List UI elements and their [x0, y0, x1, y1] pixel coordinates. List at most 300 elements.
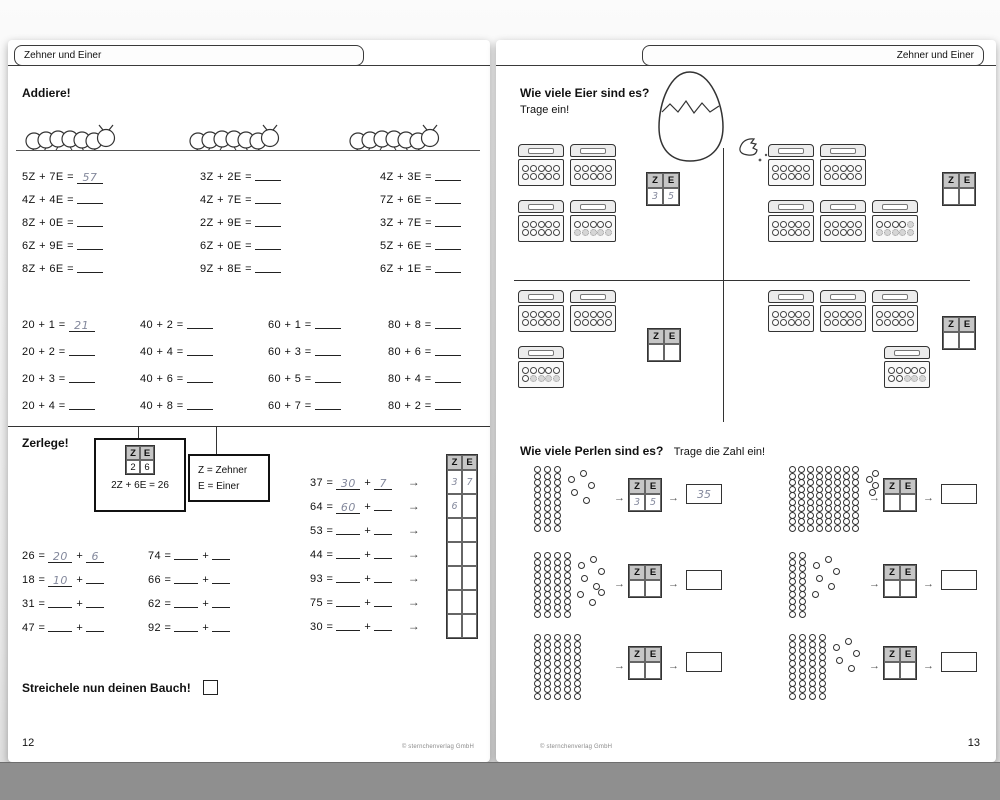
ze-header-cell: E — [663, 173, 679, 188]
egg-icon — [553, 319, 560, 326]
bead-icon — [819, 686, 826, 693]
zerlege-table-host — [446, 454, 478, 643]
caterpillar-icon — [24, 124, 116, 151]
egg-icon — [590, 221, 597, 228]
egg-icon — [888, 367, 895, 374]
ze-table-host — [647, 328, 681, 366]
egg-icon — [538, 229, 545, 236]
egg-icon — [832, 173, 839, 180]
problem-text: 40 + 2 = — [140, 319, 184, 331]
bead-chains — [789, 634, 826, 699]
bead-icon — [834, 525, 841, 532]
problem-text: 6Z + 0E = — [200, 240, 252, 252]
bead-icon — [554, 660, 561, 667]
egg-icon — [884, 311, 891, 318]
ze-value-row — [647, 188, 679, 205]
bead-chain-icon — [554, 466, 561, 531]
answer-blank — [174, 571, 198, 584]
bead-icon — [574, 686, 581, 693]
bead-icon — [564, 552, 571, 559]
egg-carton-lid — [518, 144, 564, 157]
bead-icon — [554, 647, 561, 654]
ze-table — [125, 445, 155, 475]
egg-icon — [824, 319, 831, 326]
egg-carton-label — [528, 350, 554, 356]
ze-header-row — [648, 329, 680, 344]
egg-icon — [899, 221, 906, 228]
math-problem — [268, 366, 341, 393]
bead-icon — [789, 492, 796, 499]
decompose-problem — [22, 592, 104, 616]
bead-icon — [852, 492, 859, 499]
arrow-icon — [668, 488, 679, 506]
bead-icon — [809, 686, 816, 693]
math-problem — [140, 393, 213, 420]
bead-icon — [544, 466, 551, 473]
ze-value-cell — [462, 518, 477, 542]
problem-text: 40 + 6 = — [140, 373, 184, 385]
decompose-problem — [310, 518, 420, 542]
problem-number: 75 = — [310, 597, 334, 609]
bead-icon — [564, 565, 571, 572]
ze-value-row — [884, 580, 916, 597]
egg-carton-lid — [768, 200, 814, 213]
bead-chains — [789, 552, 806, 617]
bead-icon — [544, 578, 551, 585]
problem-number: 44 = — [310, 549, 334, 561]
answer-blank — [336, 618, 360, 631]
ze-header-cell: Z — [447, 455, 462, 470]
empty-cup-icon — [884, 229, 891, 236]
problem-text: 20 + 1 = — [22, 319, 66, 331]
ze-header-cell: E — [900, 565, 916, 580]
egg-icon — [530, 319, 537, 326]
egg-icon — [803, 221, 810, 228]
addition-column-3 — [380, 166, 461, 281]
math-problem — [380, 212, 461, 235]
egg-icon — [907, 311, 914, 318]
ze-value-cell — [943, 188, 959, 205]
egg-icon — [772, 311, 779, 318]
bead-icon — [789, 518, 796, 525]
egg-carton-row — [518, 346, 668, 388]
bead-icon — [798, 492, 805, 499]
ze-header-row — [884, 565, 916, 580]
ze-header-cell: E — [462, 455, 477, 470]
ze-table — [942, 316, 976, 350]
answer-blank — [212, 619, 230, 632]
ze-value-row — [447, 614, 477, 638]
ze-header-cell: E — [900, 479, 916, 494]
bead-icon — [789, 686, 796, 693]
bead-chain-icon — [809, 634, 816, 699]
bead-icon — [799, 686, 806, 693]
problem-text: 80 + 8 = — [388, 319, 432, 331]
bead-chain-icon — [799, 552, 806, 617]
bead-icon — [809, 673, 816, 680]
egg-icon — [522, 165, 529, 172]
problem-number: 93 = — [310, 573, 334, 585]
bead-chain-icon — [852, 466, 859, 531]
egg-icon — [553, 367, 560, 374]
egg-icon — [884, 221, 891, 228]
page-number-left: 12 — [22, 737, 35, 749]
bead-icon — [836, 657, 843, 664]
bead-icon — [534, 552, 541, 559]
answer-blank — [187, 316, 213, 329]
math-problem — [22, 189, 103, 212]
bead-icon — [819, 647, 826, 654]
plus-sign: + — [76, 622, 84, 634]
bead-icon — [534, 660, 541, 667]
math-problem — [388, 366, 461, 393]
egg-icon — [788, 229, 795, 236]
ze-table — [883, 646, 917, 680]
egg-tray — [820, 215, 866, 242]
bead-icon — [819, 634, 826, 641]
egg-icon — [574, 165, 581, 172]
egg-carton — [884, 346, 930, 388]
egg-tray — [518, 215, 564, 242]
decompose-problem — [310, 566, 420, 590]
bead-group — [789, 632, 989, 712]
problem-text: 9Z + 8E = — [200, 263, 252, 275]
bead-icon — [544, 591, 551, 598]
arrow-icon — [869, 488, 880, 506]
egg-icon — [855, 165, 862, 172]
bead-icon — [809, 660, 816, 667]
left-page-tab — [14, 45, 364, 66]
egg-icon — [772, 165, 779, 172]
egg-carton — [570, 144, 616, 186]
bead-icon — [564, 673, 571, 680]
egg-icon — [855, 311, 862, 318]
egg-icon — [597, 311, 604, 318]
bead-icon — [564, 693, 571, 700]
bead-icon — [554, 552, 561, 559]
problem-text: 80 + 4 = — [388, 373, 432, 385]
bead-icon — [554, 479, 561, 486]
bead-group — [789, 550, 989, 630]
ze-value-cell — [648, 344, 664, 361]
egg-tray — [518, 305, 564, 332]
math-problem — [268, 339, 341, 366]
egg-carton-lid — [820, 200, 866, 213]
bead-icon — [588, 482, 595, 489]
ze-table-host — [942, 316, 976, 354]
bead-icon — [852, 505, 859, 512]
streichele-row — [22, 680, 218, 695]
math-problem — [22, 393, 95, 420]
bead-icon — [799, 552, 806, 559]
answer-blank: 20 — [48, 550, 72, 563]
egg-icon — [605, 173, 612, 180]
egg-icon — [590, 319, 597, 326]
egg-icon — [582, 311, 589, 318]
math-problem — [22, 312, 95, 339]
bead-icon — [807, 525, 814, 532]
problem-number: 53 = — [310, 525, 334, 537]
egg-icon — [780, 319, 787, 326]
ze-value-cell — [900, 662, 916, 679]
egg-icon — [538, 221, 545, 228]
bead-icon — [843, 492, 850, 499]
ze-value-cell: 7 — [462, 470, 477, 494]
bead-chain-icon — [554, 552, 561, 617]
bead-icon — [816, 518, 823, 525]
ze-header-cell: Z — [629, 479, 645, 494]
answer-blank — [77, 214, 103, 227]
plus-sign: + — [364, 597, 372, 609]
ze-value-row — [648, 344, 680, 361]
egg-carton — [518, 200, 564, 242]
egg-icon — [605, 319, 612, 326]
bead-chain-icon — [799, 634, 806, 699]
ze-value-cell — [943, 332, 959, 349]
egg-carton-lid — [820, 290, 866, 303]
publisher-footer-left: © sternchenverlag GmbH — [401, 744, 474, 750]
bead-icon — [564, 611, 571, 618]
answer-blank — [435, 343, 461, 356]
decompose-problem — [310, 542, 420, 566]
problem-text: 3Z + 2E = — [200, 171, 252, 183]
decompose-problem — [148, 568, 230, 592]
bead-icon — [554, 634, 561, 641]
bead-icon — [554, 565, 561, 572]
ze-value-cell: 5 — [645, 494, 661, 511]
egg-icon — [582, 319, 589, 326]
egg-carton — [768, 290, 814, 332]
egg-carton-lid — [768, 290, 814, 303]
bead-icon — [843, 525, 850, 532]
ze-header-cell: Z — [884, 565, 900, 580]
caterpillar-baseline — [16, 150, 480, 151]
plus-sign: + — [76, 598, 84, 610]
number-column-1 — [22, 312, 95, 420]
bead-icon — [809, 647, 816, 654]
bead-icon — [554, 604, 561, 611]
ze-header-cell: Z — [884, 479, 900, 494]
bead-icon — [544, 492, 551, 499]
bead-icon — [554, 591, 561, 598]
ze-table — [628, 564, 662, 598]
egg-icon — [795, 221, 802, 228]
egg-icon — [803, 173, 810, 180]
ze-value-row — [884, 662, 916, 679]
ze-header-cell: Z — [629, 565, 645, 580]
egg-icon — [876, 319, 883, 326]
plus-sign: + — [364, 525, 372, 537]
math-problem — [22, 235, 103, 258]
ze-header-row — [629, 479, 661, 494]
egg-carton-label — [778, 294, 804, 300]
egg-icon — [919, 367, 926, 374]
math-problem — [200, 166, 281, 189]
answer-blank — [255, 168, 281, 181]
bead-icon — [825, 556, 832, 563]
bead-icon — [798, 525, 805, 532]
section-divider — [8, 426, 490, 427]
answer-blank — [212, 571, 230, 584]
egg-icon — [795, 319, 802, 326]
answer-blank — [48, 619, 72, 632]
answer-blank — [212, 595, 230, 608]
bead-icon — [564, 604, 571, 611]
egg-carton — [872, 200, 918, 242]
addiere-title: Addiere! — [22, 86, 71, 100]
bead-icon — [534, 466, 541, 473]
egg-icon — [832, 311, 839, 318]
ze-table — [628, 646, 662, 680]
egg-carton-label — [580, 294, 606, 300]
ze-header-row — [629, 647, 661, 662]
plus-sign: + — [202, 550, 210, 562]
problem-text: 6Z + 1E = — [380, 263, 432, 275]
bead-icon — [789, 591, 796, 598]
bead-icon — [564, 647, 571, 654]
answer-blank — [435, 237, 461, 250]
arrow-icon — [923, 488, 934, 506]
bead-icon — [798, 466, 805, 473]
bead-icon — [833, 644, 840, 651]
bead-icon — [534, 505, 541, 512]
bead-icon — [534, 479, 541, 486]
publisher-footer-right: © sternchenverlag GmbH — [540, 744, 613, 750]
number-column-3 — [268, 312, 341, 420]
math-problem — [200, 235, 281, 258]
bead-icon — [816, 525, 823, 532]
problem-text: 60 + 5 = — [268, 373, 312, 385]
answer-blank — [69, 397, 95, 410]
bead-icon — [789, 565, 796, 572]
bead-icon — [812, 591, 819, 598]
problem-number: 66 = — [148, 574, 172, 586]
egg-icon — [832, 229, 839, 236]
egg-icon — [788, 221, 795, 228]
egg-carton-lid — [872, 200, 918, 213]
math-problem — [200, 189, 281, 212]
ze-value-cell: 6 — [140, 460, 154, 474]
answer-blank — [255, 237, 281, 250]
egg-icon — [780, 221, 787, 228]
bead-icon — [799, 604, 806, 611]
egg-icon — [582, 165, 589, 172]
math-problem — [380, 166, 461, 189]
bead-icon — [534, 673, 541, 680]
egg-icon — [876, 311, 883, 318]
egg-icon — [892, 319, 899, 326]
egg-carton — [872, 290, 918, 332]
bead-icon — [834, 518, 841, 525]
egg-icon — [545, 173, 552, 180]
bead-icon — [852, 479, 859, 486]
bead-icon — [807, 518, 814, 525]
arrow-icon — [614, 656, 625, 674]
egg-icon — [904, 367, 911, 374]
answer-blank — [435, 214, 461, 227]
ze-table — [647, 328, 681, 362]
ze-header-row — [126, 446, 154, 460]
egg-carton-label — [528, 294, 554, 300]
bead-icon — [798, 479, 805, 486]
decompose-problem — [310, 614, 420, 638]
bead-icon — [799, 578, 806, 585]
bead-group — [534, 632, 734, 712]
egg-icon — [788, 173, 795, 180]
problem-number: 26 = — [22, 550, 46, 562]
egg-icon — [545, 165, 552, 172]
egg-carton-row — [768, 200, 928, 242]
egg-carton-lid — [820, 144, 866, 157]
bead-icon — [833, 568, 840, 575]
egg-icon — [847, 173, 854, 180]
egg-icon — [824, 173, 831, 180]
egg-tray — [570, 215, 616, 242]
math-problem — [22, 366, 95, 393]
answer-blank — [374, 522, 392, 535]
ze-value-cell — [447, 518, 462, 542]
ze-value-row — [943, 332, 975, 349]
problem-text: 5Z + 6E = — [380, 240, 432, 252]
bead-chain-icon — [789, 552, 796, 617]
ze-header-cell: E — [959, 173, 975, 188]
egg-icon — [899, 311, 906, 318]
bead-icon — [799, 611, 806, 618]
connector-line — [138, 426, 139, 438]
bead-chain-icon — [564, 634, 571, 699]
ze-value-row — [943, 188, 975, 205]
egg-carton-row — [518, 200, 668, 242]
empty-cup-icon — [904, 375, 911, 382]
ze-value-cell — [462, 614, 477, 638]
math-problem — [388, 393, 461, 420]
ze-header-row — [884, 647, 916, 662]
bead-icon — [852, 466, 859, 473]
egg-icon — [824, 229, 831, 236]
empty-cup-icon — [597, 229, 604, 236]
zerlege-title: Zerlege! — [22, 436, 69, 450]
decompose-problem — [22, 616, 104, 640]
problem-text: 5Z + 7E = — [22, 171, 74, 183]
decompose-problem — [148, 592, 230, 616]
bead-icon — [574, 673, 581, 680]
zerlege-example-box — [94, 438, 186, 512]
bead-icon — [848, 665, 855, 672]
bead-icon — [564, 578, 571, 585]
ze-value-cell — [884, 580, 900, 597]
egg-carton — [518, 144, 564, 186]
right-tab-label: Zehner und Einer — [896, 50, 974, 61]
egg-carton-label — [528, 148, 554, 154]
egg-icon — [795, 311, 802, 318]
ze-header-cell: E — [645, 647, 661, 662]
bead-icon — [843, 479, 850, 486]
egg-tray — [884, 361, 930, 388]
answer-blank — [174, 547, 198, 560]
problem-text: 8Z + 6E = — [22, 263, 74, 275]
decompose-problem — [22, 568, 104, 592]
problem-text: 80 + 6 = — [388, 346, 432, 358]
egg-icon — [545, 229, 552, 236]
ze-value-row — [447, 494, 477, 518]
egg-icon — [892, 221, 899, 228]
bead-group — [534, 550, 734, 630]
ze-value-row — [126, 460, 154, 474]
ze-table-host — [646, 172, 680, 206]
bead-icon — [816, 492, 823, 499]
bead-icon — [580, 470, 587, 477]
arrow-icon — [392, 590, 420, 615]
